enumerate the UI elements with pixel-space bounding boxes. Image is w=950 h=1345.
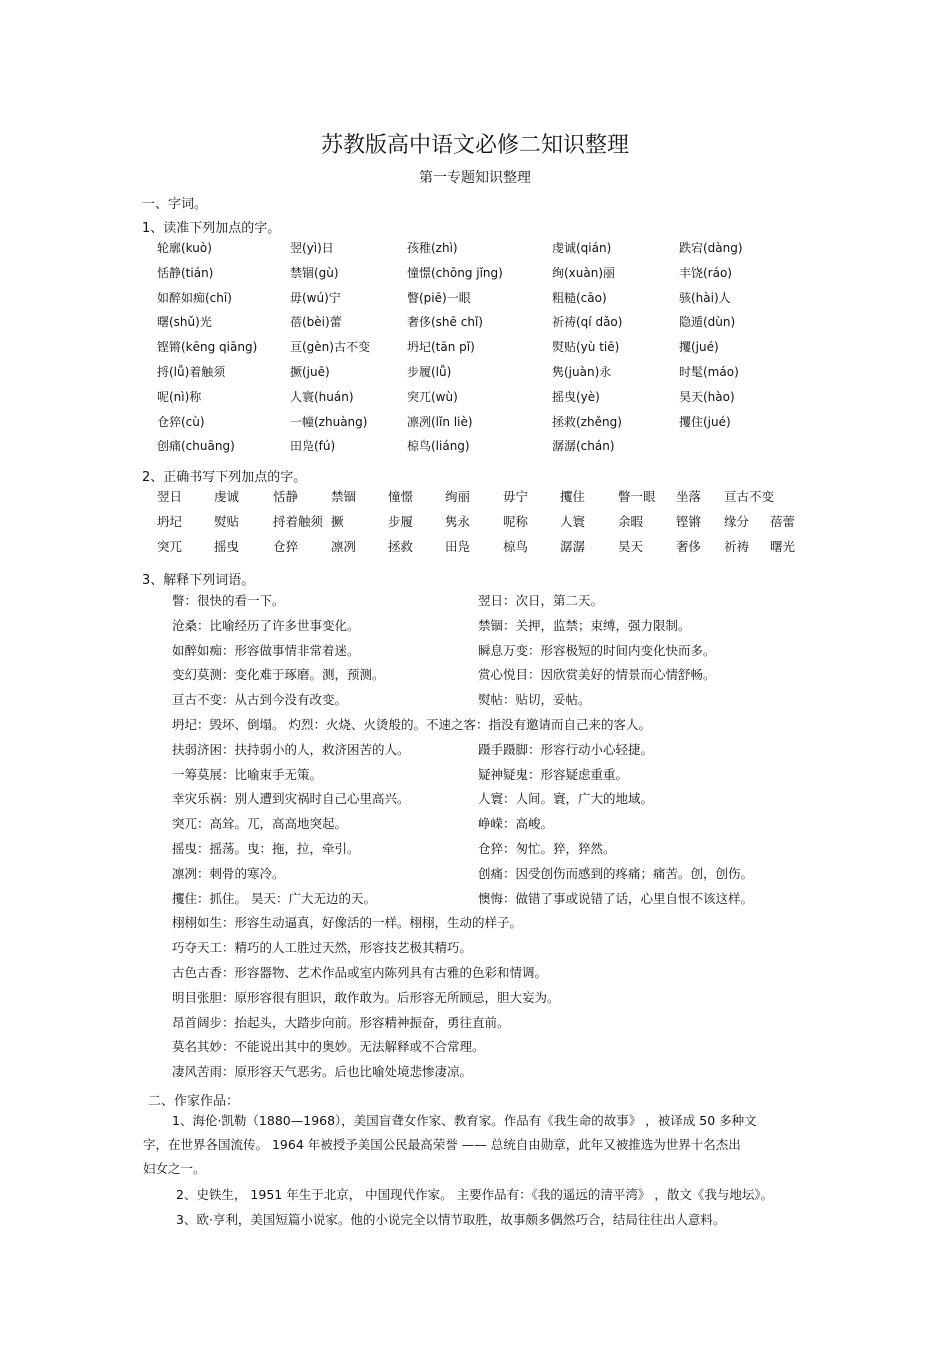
pinyin-item: 时髦(máo): [679, 364, 739, 379]
definition-item: 疑神疑鬼：形容疑虑重重。: [478, 766, 629, 782]
pinyin-item: 步履(lǚ): [407, 364, 452, 379]
pinyin-item: 捋(lǚ)着触须: [157, 364, 226, 379]
definition-row: [172, 814, 812, 839]
definition-row: [172, 864, 812, 889]
pinyin-grid: [157, 239, 777, 462]
writing-item: 田凫: [445, 539, 471, 554]
definition-row: [172, 715, 812, 740]
pinyin-item: 轮廓(kuò): [157, 241, 212, 255]
pinyin-item: 骇(hài)人: [679, 290, 731, 305]
writing-item: 捋着触须: [273, 514, 324, 529]
pinyin-item: 丰饶(ráo): [679, 265, 732, 280]
author-helen-keller-line2: 字，在世界各国流传。 1964 年被授予美国公民最高荣誉 —— 总统自由勋章，此年又被推选为世界十名杰出: [143, 1137, 741, 1152]
pinyin-item: 坍圮(tān pǐ): [407, 340, 475, 355]
definition-item: 攫住：抓住。 昊天：广大无边的天。: [172, 890, 376, 906]
definition-item: 一筹莫展：比喻束手无策。: [172, 766, 323, 782]
definition-item: 翌日：次日，第二天。: [478, 593, 604, 608]
definition-item: 古色古香：形容器物、艺术作品或室内陈列具有古雅的色彩和情调。: [172, 964, 548, 980]
writing-item: 曙光: [770, 539, 796, 554]
pinyin-item: 毋(wú)宁: [290, 290, 341, 305]
writing-item: 熨贴: [214, 514, 240, 529]
pinyin-row: [157, 413, 777, 438]
definition-item: 蹑手蹑脚：形容行动小心轻捷。: [478, 741, 654, 757]
pinyin-item: 粗糙(cāo): [552, 290, 607, 305]
writing-item: 瞥一眼: [618, 489, 656, 504]
pinyin-item: 铿锵(kēng qiāng): [157, 340, 258, 355]
definition-item: 亘古不变：从古到今没有改变。: [172, 692, 348, 708]
writing-item: 昊天: [618, 539, 644, 554]
q3-heading: 3、解释下列词语。: [142, 573, 255, 588]
writing-item: 憧憬: [388, 489, 414, 504]
definition-row: [172, 913, 812, 938]
pinyin-item: 攫(jué): [679, 340, 719, 355]
definition-item: 幸灾乐祸：别人遭到灾祸时自己心里高兴。: [172, 791, 410, 807]
definition-row: [172, 938, 812, 963]
writing-item: 攫住: [560, 489, 586, 504]
definition-item: 仓猝：匆忙。猝，猝然。: [478, 840, 616, 856]
author-shi-tiesheng: 2、史铁生， 1951 年生于北京， 中国现代作家。 主要作品有：《我的遥远的清平湾》 ，散文《我与地坛》。: [176, 1187, 774, 1202]
definition-item: 扶弱济困：扶持弱小的人，救济困苦的人。: [172, 741, 410, 757]
pinyin-item: 祈祷(qí dǎo): [552, 315, 623, 330]
pinyin-item: 恬静(tián): [157, 265, 214, 280]
writing-item: 隽永: [445, 514, 471, 529]
pinyin-item: 虔诚(qián): [552, 241, 612, 255]
definition-row: [172, 765, 812, 790]
definition-item: 瞥：很快的看一下。: [172, 593, 285, 608]
definition-row: [172, 1062, 812, 1087]
writing-item: 步履: [388, 514, 414, 529]
definition-row: [172, 963, 812, 988]
writing-item: 铿锵: [676, 514, 702, 529]
definition-row: [172, 616, 812, 641]
definition-item: 人寰：人间。寰，广大的地域。: [478, 791, 654, 807]
definition-item: 凛冽：刺骨的寒冷。: [172, 865, 285, 881]
writing-item: 仓猝: [273, 539, 299, 554]
writing-item: 人寰: [560, 514, 586, 529]
pinyin-item: 凛冽(lǐn liè): [407, 414, 473, 429]
writing-item: 摇曳: [214, 539, 240, 554]
q2-heading: 2、正确书写下列加点的字。: [142, 470, 307, 485]
definition-item: 摇曳：摇荡。曳：拖，拉，牵引。: [172, 840, 360, 856]
writing-item: 翌日: [157, 489, 183, 504]
definitions-list: [172, 591, 812, 1087]
pinyin-item: 亘(gèn)古不变: [290, 340, 370, 355]
definition-item: 熨帖：贴切，妥帖。: [478, 692, 591, 708]
definition-item: 如醉如痴：形容做事情非常着迷。: [172, 642, 360, 658]
pinyin-item: 隐遁(dùn): [679, 315, 736, 330]
pinyin-item: 呢(nì)称: [157, 389, 202, 404]
definition-item: 变幻莫测：变化难于琢磨。测，预测。: [172, 667, 385, 683]
definition-item: 坍圮：毁坏、倒塌。 灼烈：火烧、火烫般的。不速之客：指没有邀请而自己来的客人。: [172, 716, 651, 732]
writing-item: 突兀: [157, 539, 183, 554]
definition-item: 栩栩如生：形容生动逼真，好像活的一样。栩栩，生动的样子。: [172, 915, 523, 931]
pinyin-row: [157, 289, 777, 314]
pinyin-item: 如醉如痴(chī): [157, 290, 232, 305]
definition-row: [172, 988, 812, 1013]
pinyin-item: 潺潺(chán): [552, 439, 615, 454]
definition-item: 莫名其妙：不能说出其中的奥妙。无法解释或不合常理。: [172, 1039, 485, 1055]
author-helen-keller-line3: 妇女之一。: [143, 1161, 206, 1176]
pinyin-item: 禁锢(gù): [290, 265, 339, 280]
definition-item: 突兀：高耸。兀，高高地突起。: [172, 816, 348, 832]
pinyin-item: 瞥(piē)一眼: [407, 290, 471, 305]
writing-item: 凛冽: [331, 539, 357, 554]
writing-item: 呢称: [503, 514, 529, 529]
pinyin-item: 人寰(huán): [290, 389, 354, 404]
writing-item: 坍圮: [157, 514, 183, 529]
writing-item: 潺潺: [560, 539, 586, 554]
writing-item: 虔诚: [214, 489, 240, 504]
pinyin-row: [157, 437, 777, 462]
writing-item: 缘分: [724, 514, 750, 529]
writing-item: 绚丽: [445, 489, 471, 504]
definition-item: 禁锢：关押，监禁；束缚，强力限制。: [478, 617, 691, 633]
definition-row: [172, 641, 812, 666]
pinyin-row: [157, 264, 777, 289]
author-helen-keller-line1: 1、海伦·凯勒（1880—1968），美国盲聋女作家、教育家。作品有《我生命的故事》 ，被译成 50 多种文: [172, 1113, 757, 1128]
pinyin-row: [157, 363, 777, 388]
pinyin-item: 攫住(jué): [679, 414, 731, 429]
pinyin-item: 椋鸟(liáng): [407, 439, 470, 454]
definition-item: 沧桑：比喻经历了许多世事变化。: [172, 617, 360, 633]
definition-item: 瞬息万变：形容极短的时间内变化快而多。: [478, 642, 716, 658]
definition-item: 创痛：因受创伤而感到的疼痛；痛苦。创，创伤。: [478, 865, 754, 881]
pinyin-item: 熨贴(yù tiē): [552, 340, 620, 355]
definition-row: [172, 690, 812, 715]
definition-row: [172, 1013, 812, 1038]
definition-row: [172, 665, 812, 690]
definition-item: 明目张胆：原形容很有胆识，敢作敢为。后形容无所顾忌，胆大妄为。: [172, 989, 560, 1005]
definition-row: [172, 1037, 812, 1062]
section2-heading: 二、作家作品：: [148, 1094, 240, 1109]
page-title: 苏教版高中语文必修二知识整理: [320, 133, 629, 158]
definition-row: [172, 889, 812, 914]
pinyin-item: 翌(yì)日: [290, 241, 334, 255]
pinyin-item: 奢侈(shē chǐ): [407, 315, 483, 330]
writing-item: 坐落: [676, 489, 702, 504]
pinyin-item: 拯救(zhěng): [552, 414, 622, 429]
pinyin-row: [157, 313, 777, 338]
q1-heading: 1、读准下列加点的字。: [142, 221, 281, 236]
pinyin-item: 昊天(hào): [679, 389, 735, 404]
pinyin-item: 跌宕(dàng): [679, 241, 743, 255]
pinyin-item: 摇曳(yè): [552, 389, 600, 404]
definition-item: 赏心悦目：因欣赏美好的情景而心情舒畅。: [478, 667, 716, 683]
pinyin-item: 仓猝(cù): [157, 414, 205, 429]
pinyin-row: [157, 388, 777, 413]
pinyin-item: 隽(juàn)永: [552, 364, 612, 379]
pinyin-row: [157, 239, 777, 264]
writing-item: 椋鸟: [503, 539, 529, 554]
pinyin-item: 撅(juē): [290, 364, 330, 379]
definition-row: [172, 591, 812, 616]
definition-item: 巧夺天工：精巧的人工胜过天然，形容技艺极其精巧。: [172, 940, 473, 956]
pinyin-item: 突兀(wù): [407, 389, 458, 404]
writing-item: 奢侈: [676, 539, 702, 554]
pinyin-item: 憧憬(chōng jǐng): [407, 265, 503, 280]
pinyin-row: [157, 338, 777, 363]
author-o-henry: 3、欧·亨利，美国短篇小说家。他的小说完全以情节取胜，故事颇多偶然巧合，结局往往出人意料。: [176, 1212, 726, 1227]
definition-item: 懊悔：做错了事或说错了话，心里自恨不该这样。: [478, 890, 754, 906]
page-subtitle: 第一专题知识整理: [419, 170, 531, 186]
writing-item: 禁锢: [331, 489, 357, 504]
definition-item: 昂首阔步：抬起头，大踏步向前。形容精神振奋，勇往直前。: [172, 1014, 510, 1030]
writing-item: 毋宁: [503, 489, 529, 504]
writing-item: 余暇: [618, 514, 644, 529]
definition-item: 凄风苦雨：原形容天气恶劣。后也比喻处境悲惨凄凉。: [172, 1064, 473, 1080]
pinyin-item: 蓓(bèi)蕾: [290, 315, 342, 330]
definition-row: [172, 740, 812, 765]
definition-row: [172, 789, 812, 814]
writing-item: 蓓蕾: [770, 514, 796, 529]
section1-heading: 一、字词。: [142, 197, 208, 212]
pinyin-item: 创痛(chuāng): [157, 439, 235, 454]
definition-row: [172, 839, 812, 864]
pinyin-item: 一幢(zhuàng): [290, 414, 368, 429]
pinyin-item: 孩稚(zhì): [407, 241, 458, 255]
writing-item: 撅: [331, 514, 344, 529]
definition-item: 峥嵘：高峻。: [478, 816, 554, 832]
writing-item: 恬静: [273, 489, 299, 504]
pinyin-item: 田凫(fú): [290, 439, 336, 454]
pinyin-item: 绚(xuàn)丽: [552, 265, 616, 280]
writing-item: 拯救: [388, 539, 414, 554]
pinyin-item: 曙(shǔ)光: [157, 315, 212, 330]
writing-item: 亘古不变: [724, 489, 775, 504]
writing-item: 祈祷: [724, 539, 750, 554]
